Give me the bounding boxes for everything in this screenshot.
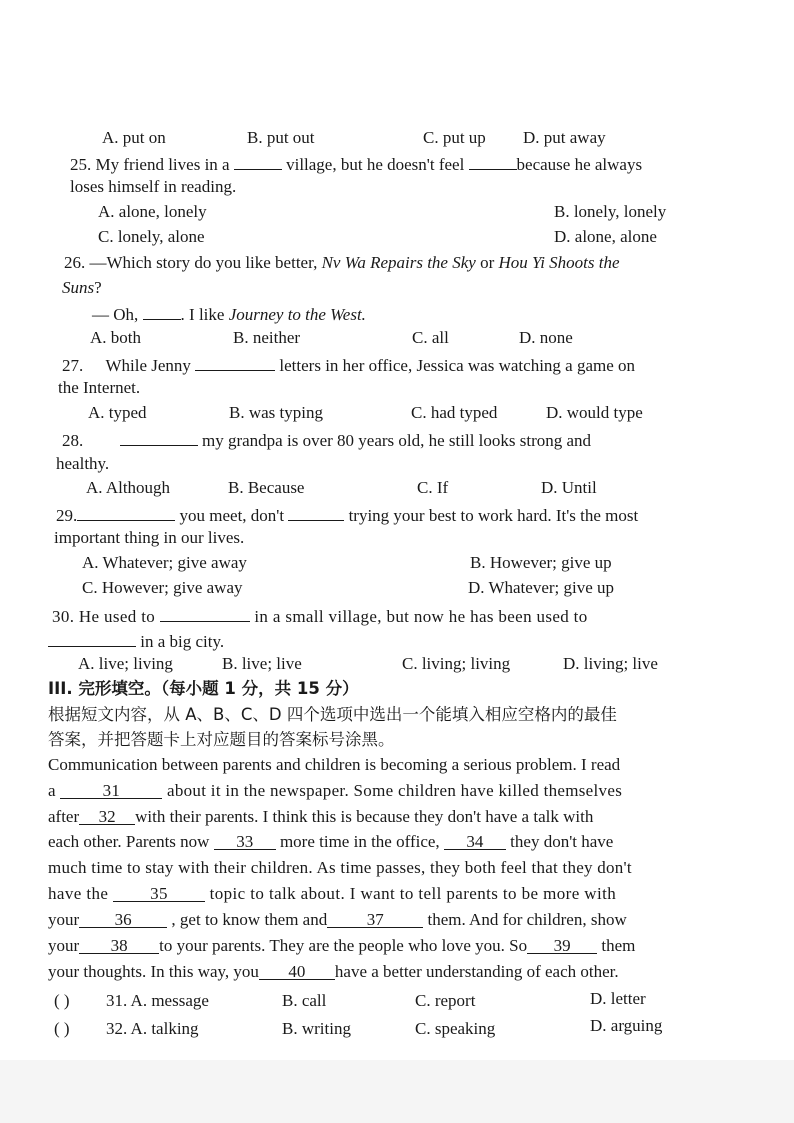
- q30-option-a: A. live; living: [78, 654, 173, 673]
- q31-option-c: C. report: [415, 991, 476, 1010]
- passage-line-8: your 38 to your parents. They are the people who love you. So 39 them: [48, 936, 636, 955]
- q31-answer-paren[interactable]: ( ): [54, 991, 70, 1010]
- q25-stem: 25. My friend lives in a village, but he doesn't feel because he always: [70, 151, 642, 176]
- q24-option-c: C. put up: [423, 128, 486, 147]
- q24-option-b: B. put out: [247, 128, 315, 147]
- blank-38[interactable]: 38: [79, 935, 159, 954]
- q28-option-a: A. Although: [86, 478, 171, 497]
- q32-option-b: B. writing: [282, 1019, 351, 1038]
- q30-blank-2[interactable]: [48, 628, 136, 647]
- q25-number: 25.: [70, 155, 92, 174]
- q26-reply: — Oh, . I like Journey to the West.: [92, 301, 366, 326]
- q26-option-b: B. neither: [233, 328, 301, 347]
- section-3-heading: III. 完形填空。（每小题 1 分，共 15 分）: [48, 679, 359, 698]
- q32-option-d: D. arguing: [590, 1016, 663, 1035]
- q26-stem-cont: Suns?: [62, 278, 102, 297]
- q32-answer-paren[interactable]: ( ): [54, 1019, 70, 1038]
- q30-stem-cont: in a big city.: [48, 628, 224, 653]
- q28-stem: 28. my grandpa is over 80 years old, he still looks strong and: [62, 427, 591, 452]
- q27-stem-cont: the Internet.: [58, 378, 141, 397]
- passage-line-1: Communication between parents and children is becoming a serious problem. I read: [48, 755, 621, 774]
- passage-line-4: each other. Parents now 33 more time in the office, 34 they don't have: [48, 832, 614, 851]
- blank-40[interactable]: 40: [259, 961, 335, 980]
- q29-number: 29.: [56, 506, 78, 525]
- blank-36[interactable]: 36: [79, 909, 167, 928]
- passage-line-6: have the 35 topic to talk about. I want to tell parents to be more with: [48, 884, 617, 903]
- q29-option-d: D. Whatever; give up: [468, 578, 615, 597]
- q28-number: 28.: [62, 431, 84, 450]
- blank-39[interactable]: 39: [527, 935, 597, 954]
- q27-option-d: D. would type: [546, 403, 643, 422]
- q27-blank[interactable]: [195, 352, 275, 371]
- q26-stem: 26. —Which story do you like better, Nv Wa Repairs the Sky or Hou Yi Shoots the: [64, 253, 620, 272]
- q26-number: 26.: [64, 253, 86, 272]
- q30-option-c: C. living; living: [402, 654, 511, 673]
- q24-option-a: A. put on: [102, 128, 166, 147]
- passage-line-2: a 31 about it in the newspaper. Some children have killed themselves: [48, 781, 623, 800]
- q27-stem: 27. While Jenny letters in her office, Jessica was watching a game on: [62, 352, 635, 377]
- q29-blank-1[interactable]: [77, 502, 175, 521]
- q26-option-a: A. both: [90, 328, 141, 347]
- q26-option-d: D. none: [519, 328, 573, 347]
- q25-option-c: C. lonely, alone: [98, 227, 205, 246]
- q27-option-a: A. typed: [88, 403, 147, 422]
- passage-line-5: much time to stay with their children. As time passes, they both feel that they don't: [48, 858, 632, 877]
- q27-number: 27.: [62, 356, 84, 375]
- q24-option-d: D. put away: [523, 128, 606, 147]
- q32-option-c: C. speaking: [415, 1019, 496, 1038]
- section-3-instructions-2: 答案，并把答题卡上对应题目的答案标号涂黑。: [48, 730, 395, 749]
- q25-blank-2[interactable]: [469, 151, 517, 170]
- passage-line-3: after 32 with their parents. I think this is because they don't have a talk with: [48, 807, 594, 826]
- blank-35[interactable]: 35: [113, 883, 205, 902]
- passage-line-9: your thoughts. In this way, you 40 have a better understanding of each other.: [48, 962, 619, 981]
- q29-blank-2[interactable]: [288, 502, 344, 521]
- q25-blank-1[interactable]: [234, 151, 282, 170]
- q27-option-c: C. had typed: [411, 403, 498, 422]
- page-bottom-margin: [0, 1060, 794, 1123]
- q26-option-c: C. all: [412, 328, 449, 347]
- q25-option-a: A. alone, lonely: [98, 202, 207, 221]
- q28-option-d: D. Until: [541, 478, 597, 497]
- blank-32[interactable]: 32: [79, 806, 135, 825]
- q28-option-b: B. Because: [228, 478, 305, 497]
- q31-option-a: 31. A. message: [106, 991, 209, 1010]
- section-3-instructions-1: 根据短文内容，从 A、B、C、D 四个选项中选出一个能填入相应空格内的最佳: [48, 705, 617, 724]
- blank-37[interactable]: 37: [327, 909, 423, 928]
- q27-option-b: B. was typing: [229, 403, 323, 422]
- q29-stem-cont: important thing in our lives.: [54, 528, 245, 547]
- q30-number: 30.: [52, 607, 75, 626]
- q29-option-a: A. Whatever; give away: [82, 553, 247, 572]
- q29-option-c: C. However; give away: [82, 578, 243, 597]
- q31-option-d: D. letter: [590, 989, 646, 1008]
- q30-stem: 30. He used to in a small village, but now he has been used to: [52, 603, 588, 628]
- q28-stem-cont: healthy.: [56, 454, 110, 473]
- q28-blank[interactable]: [120, 427, 198, 446]
- passage-line-7: your 36 , get to know them and 37 them. And for children, show: [48, 910, 627, 929]
- q31-option-b: B. call: [282, 991, 327, 1010]
- q30-blank-1[interactable]: [160, 603, 250, 622]
- q32-option-a: 32. A. talking: [106, 1019, 199, 1038]
- q25-option-b: B. lonely, lonely: [554, 202, 667, 221]
- q25-option-d: D. alone, alone: [554, 227, 657, 246]
- q26-blank[interactable]: [143, 301, 181, 320]
- q30-option-d: D. living; live: [563, 654, 658, 673]
- q25-stem-cont: loses himself in reading.: [70, 177, 237, 196]
- q28-option-c: C. If: [417, 478, 449, 497]
- blank-31[interactable]: 31: [60, 780, 162, 799]
- blank-33[interactable]: 33: [214, 831, 276, 850]
- q29-option-b: B. However; give up: [470, 553, 612, 572]
- blank-34[interactable]: 34: [444, 831, 506, 850]
- q30-option-b: B. live; live: [222, 654, 302, 673]
- q29-stem: 29. you meet, don't trying your best to work hard. It's the most: [56, 502, 638, 527]
